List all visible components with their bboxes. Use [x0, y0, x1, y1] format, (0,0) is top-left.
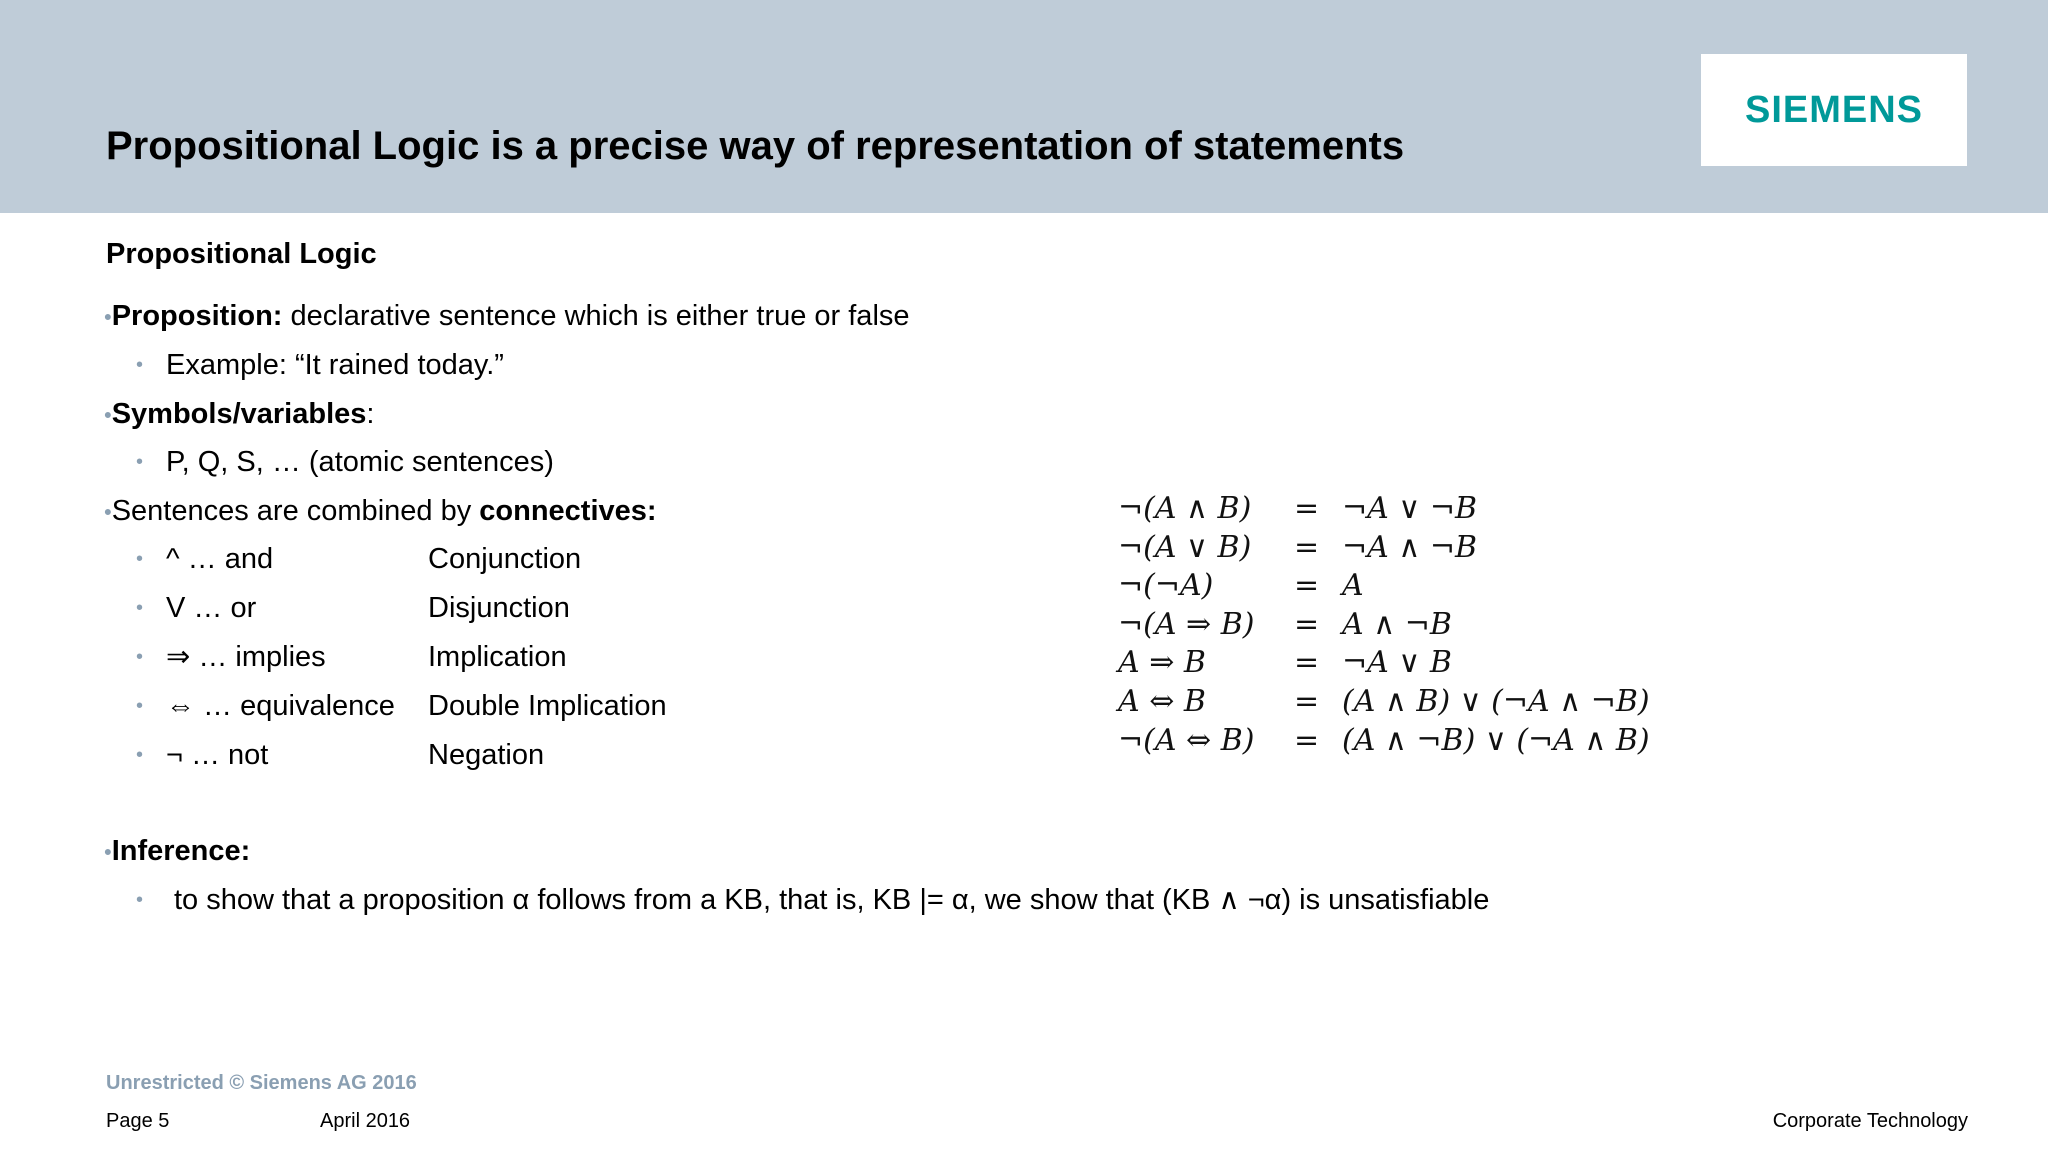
- connectives-term: connectives:: [479, 495, 657, 527]
- header-band: [0, 0, 2048, 213]
- equivalence-row: [1118, 683, 1658, 721]
- bullet-symbols: [104, 396, 374, 433]
- equivalence-lhs: ¬(A ⇔ B): [1118, 723, 1255, 758]
- equivalence-rhs: A ∧ ¬B: [1342, 607, 1452, 642]
- bullet-dot: •: [136, 889, 144, 911]
- bullet-dot: •: [104, 402, 112, 428]
- bullet-connectives: [104, 493, 657, 530]
- equivalence-rhs: ¬A ∨ ¬B: [1342, 491, 1478, 526]
- equivalence-lhs: A ⇔ B: [1118, 684, 1206, 719]
- bullet-dot: •: [136, 597, 144, 619]
- inference-text: to show that a proposition α follows from a KB, that is, KB |= α, we show that (KB ∧ ¬α) is unsatisfiable: [174, 884, 1490, 916]
- equivalence-rhs: A: [1342, 568, 1364, 603]
- bullet-dot: •: [104, 839, 112, 865]
- equivalence-lhs: ¬(¬A): [1118, 568, 1214, 603]
- bullet-proposition: [104, 298, 910, 335]
- equivalence-op: =: [1294, 645, 1320, 680]
- equivalence-rhs: (A ∧ ¬B) ∨ (¬A ∧ B): [1342, 723, 1650, 758]
- connective-symbol: ⇔ … equivalence: [166, 690, 395, 722]
- connectives-prefix: Sentences are combined by: [111, 495, 480, 527]
- bullet-dot: •: [104, 304, 112, 330]
- equivalence-op: =: [1294, 491, 1320, 526]
- footer-department: Corporate Technology: [1772, 1110, 1968, 1132]
- bullet-dot: •: [136, 548, 144, 570]
- equivalence-rhs: ¬A ∨ B: [1342, 645, 1452, 680]
- footer-classification: Unrestricted © Siemens AG 2016: [106, 1072, 417, 1094]
- bullet-dot: •: [136, 744, 144, 766]
- bullet-dot: •: [136, 695, 144, 717]
- equivalence-lhs: ¬(A ∧ B): [1118, 491, 1252, 526]
- bullet-dot: •: [104, 499, 112, 525]
- example-text: Example: “It rained today.”: [166, 349, 504, 381]
- bullet-inference: [104, 833, 250, 870]
- equivalence-row: [1118, 529, 1658, 567]
- connective-name: Disjunction: [428, 592, 570, 624]
- equivalence-rhs: ¬A ∧ ¬B: [1342, 530, 1478, 565]
- connective-symbol: ¬ … not: [166, 739, 269, 771]
- connective-name: Double Implication: [428, 690, 667, 722]
- connective-symbol: V … or: [166, 592, 257, 624]
- connective-name: Negation: [428, 739, 545, 771]
- connective-symbol: ^ … and: [166, 543, 274, 575]
- slide-title: Propositional Logic is a precise way of representation of statements: [106, 124, 1405, 168]
- connective-symbol: ⇒ … implies: [166, 641, 326, 673]
- proposition-text: declarative sentence which is either true or false: [282, 300, 910, 332]
- atomic-text: P, Q, S, … (atomic sentences): [166, 446, 554, 478]
- bullet-dot: •: [136, 646, 144, 668]
- siemens-logo: [1701, 54, 1967, 166]
- symbols-term: Symbols/variables: [111, 398, 367, 430]
- connective-name: Conjunction: [428, 543, 582, 575]
- equivalence-row: [1118, 606, 1658, 644]
- equivalence-row: [1118, 490, 1658, 528]
- symbols-suffix: :: [366, 398, 375, 430]
- connective-name: Implication: [428, 641, 567, 673]
- equivalence-rhs: (A ∧ B) ∨ (¬A ∧ ¬B): [1342, 684, 1650, 719]
- footer-date: April 2016: [320, 1110, 411, 1132]
- bullet-dot: •: [136, 354, 144, 376]
- equivalence-lhs: A ⇒ B: [1118, 645, 1206, 680]
- bullet-dot: •: [136, 451, 144, 473]
- equivalence-op: =: [1294, 684, 1320, 719]
- section-title: Propositional Logic: [106, 238, 377, 270]
- logo-wordmark: SIEMENS: [1744, 89, 1924, 131]
- equivalence-row: [1118, 722, 1658, 760]
- equivalence-row: [1118, 644, 1658, 682]
- equivalence-op: =: [1294, 568, 1320, 603]
- equivalence-op: =: [1294, 723, 1320, 758]
- inference-term: Inference:: [111, 835, 251, 867]
- equivalence-op: =: [1294, 530, 1320, 565]
- footer-page: Page 5: [106, 1110, 170, 1132]
- equivalence-op: =: [1294, 607, 1320, 642]
- equivalence-lhs: ¬(A ⇒ B): [1118, 607, 1255, 642]
- proposition-term: Proposition:: [111, 300, 283, 332]
- equivalence-lhs: ¬(A ∨ B): [1118, 530, 1252, 565]
- equivalence-row: [1118, 567, 1658, 605]
